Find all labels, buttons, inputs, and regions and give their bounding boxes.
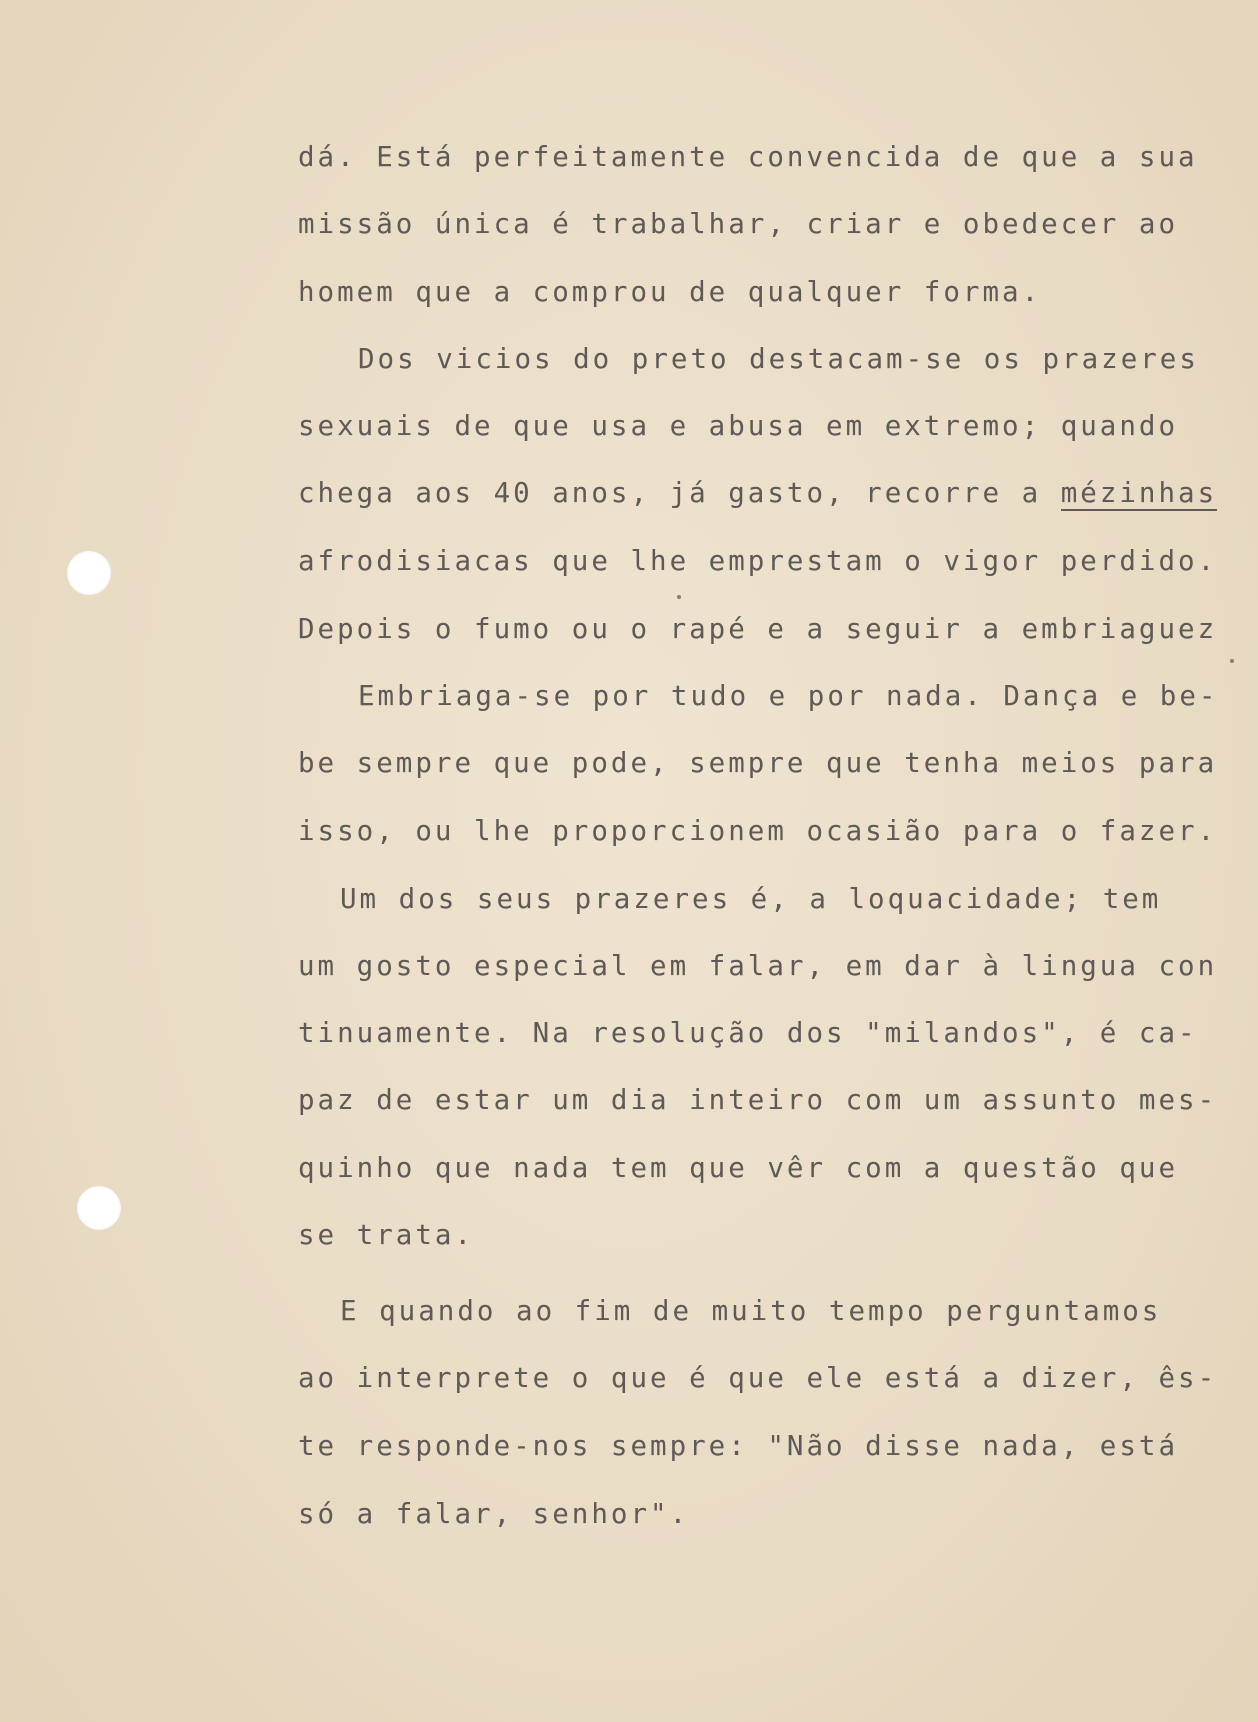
- text-line: afrodisiacas que lhe emprestam o vigor perdido.: [298, 545, 1218, 577]
- text-line: tinuamente. Na resolução dos "milandos", é ca-: [298, 1017, 1198, 1049]
- underlined-word: mézinhas: [1060, 477, 1218, 509]
- text-line: sexuais de que usa e abusa em extremo; quando: [298, 410, 1179, 442]
- text-line: paz de estar um dia inteiro com um assunto mes-: [298, 1084, 1218, 1116]
- text-line: E quando ao fim de muito tempo perguntamos: [340, 1295, 1162, 1327]
- text-line: só a falar, senhor".: [298, 1498, 690, 1530]
- punch-hole: [77, 1186, 121, 1230]
- text-line: se trata.: [298, 1219, 475, 1251]
- text-line: missão única é trabalhar, criar e obedecer ao: [298, 208, 1179, 240]
- text-line: isso, ou lhe proporcionem ocasião para o fazer.: [298, 815, 1218, 847]
- text-line: Embriaga-se por tudo e por nada. Dança e be-: [358, 680, 1219, 712]
- text-line: um gosto especial em falar, em dar à lingua con: [298, 950, 1218, 982]
- text-segment: chega aos 40 anos, já gasto, recorre a: [298, 477, 1061, 509]
- text-line: Depois o fumo ou o rapé e a seguir a embriaguez: [298, 613, 1218, 645]
- text-line: te responde-nos sempre: "Não disse nada, está: [298, 1430, 1179, 1462]
- text-line: homem que a comprou de qualquer forma.: [298, 276, 1042, 308]
- text-line: [298, 473, 1217, 513]
- text-line: be sempre que pode, sempre que tenha meios para: [298, 747, 1218, 779]
- text-line: quinho que nada tem que vêr com a questão que: [298, 1152, 1179, 1184]
- text-line: Um dos seus prazeres é, a loquacidade; tem: [340, 883, 1162, 915]
- text-line: ao interprete o que é que ele está a dizer, ês-: [298, 1362, 1218, 1394]
- text-line: dá. Está perfeitamente convencida de que a sua: [298, 141, 1198, 173]
- text-line: Dos vicios do preto destacam-se os prazeres: [358, 343, 1199, 375]
